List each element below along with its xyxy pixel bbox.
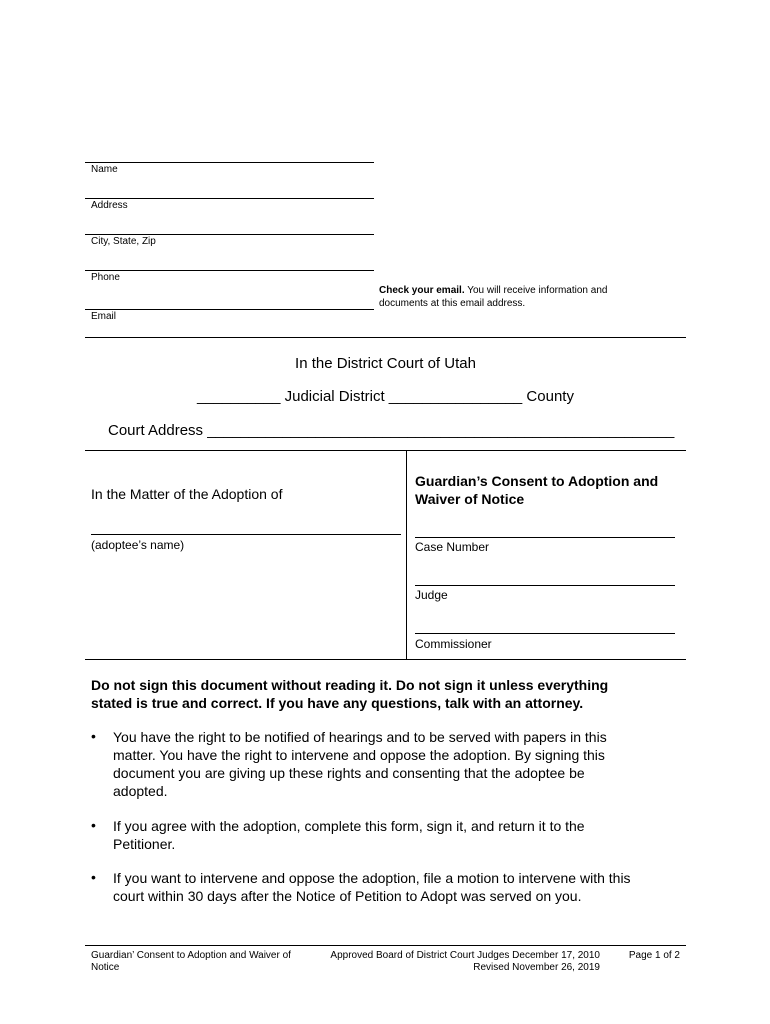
footer-center-line1: Approved Board of District Court Judges December 17, 2010 (330, 950, 600, 961)
bullet-line: Petitioner. (113, 836, 176, 852)
bullet-marker: • (91, 869, 96, 885)
bullet-agree (113, 817, 693, 853)
footer-left-line2: Notice (91, 962, 120, 973)
warning-text (91, 676, 691, 712)
footer-approval (322, 950, 600, 974)
document-title (415, 472, 658, 508)
case-number-label: Case Number (415, 540, 490, 554)
bullet-oppose (113, 869, 693, 905)
footer-page-number: Page 1 of 2 (628, 950, 680, 961)
email-note (379, 284, 679, 310)
bullet-line: court within 30 days after the Notice of Petition to Adopt was served on you. (113, 888, 582, 904)
footer-divider (85, 945, 686, 946)
city-state-zip-label: City, State, Zip (91, 236, 156, 247)
caption-vertical-divider (406, 450, 407, 659)
header-divider (85, 337, 686, 338)
bullet-line: You have the right to be notified of hearings and to be served with papers in this (113, 729, 607, 745)
email-line[interactable] (85, 309, 374, 310)
case-number-line[interactable] (415, 537, 675, 538)
district-county-line[interactable]: __________ Judicial District ________________ County (197, 388, 574, 405)
bullet-line: If you agree with the adoption, complete this form, sign it, and return it to the (113, 818, 585, 834)
caption-top-border (85, 450, 686, 451)
commissioner-label: Commissioner (415, 637, 492, 651)
matter-text: In the Matter of the Adoption of (91, 486, 283, 502)
judge-label: Judge (415, 588, 448, 602)
bullet-rights (113, 728, 693, 800)
adoptee-label: (adoptee’s name) (91, 538, 185, 552)
address-label: Address (91, 200, 128, 211)
name-line[interactable] (85, 162, 374, 163)
email-note-line2: documents at this email address. (379, 298, 526, 309)
bullet-marker: • (91, 728, 96, 744)
commissioner-line[interactable] (415, 633, 675, 634)
adoptee-name-line[interactable] (91, 534, 401, 535)
email-note-rest: You will receive information and (464, 285, 608, 296)
bullet-line: adopted. (113, 783, 168, 799)
address-line[interactable] (85, 198, 374, 199)
email-label: Email (91, 311, 117, 322)
document-title-line1: Guardian’s Consent to Adoption and (415, 473, 659, 489)
footer-left-line1: Guardian’ Consent to Adoption and Waiver of (91, 950, 291, 961)
city-state-zip-line[interactable] (85, 234, 374, 235)
bullet-line: If you want to intervene and oppose the adoption, file a motion to intervene with this (113, 870, 631, 886)
phone-line[interactable] (85, 270, 374, 271)
bullet-line: matter. You have the right to intervene and oppose the adoption. By signing this (113, 747, 605, 763)
phone-label: Phone (91, 272, 120, 283)
email-note-bold: Check your email. (379, 285, 465, 296)
bullet-line: document you are giving up these rights and consenting that the adoptee be (113, 765, 585, 781)
court-title: In the District Court of Utah (295, 355, 476, 372)
warning-line1: Do not sign this document without reading it. Do not sign it unless everything (91, 677, 609, 693)
footer-center-line2: Revised November 26, 2019 (473, 962, 600, 973)
footer-form-title (91, 950, 316, 974)
document-title-line2: Waiver of Notice (415, 491, 525, 507)
caption-bottom-border (85, 659, 686, 660)
court-address-line[interactable]: Court Address ________________________________________________________ (108, 422, 675, 439)
bullet-marker: • (91, 817, 96, 833)
judge-line[interactable] (415, 585, 675, 586)
name-label: Name (91, 164, 118, 175)
warning-line2: stated is true and correct. If you have any questions, talk with an attorney. (91, 695, 584, 711)
